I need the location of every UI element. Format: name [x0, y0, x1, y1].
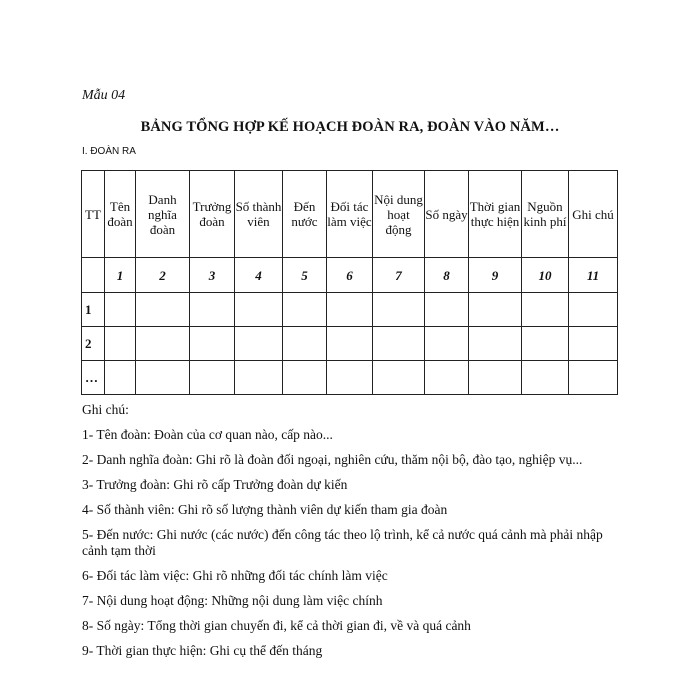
note-item: 7- Nội dung hoạt động: Những nội dung làm việc chính	[82, 593, 383, 608]
empty-cell	[469, 327, 522, 361]
empty-cell	[373, 293, 425, 327]
index-cell: 10	[522, 258, 569, 293]
empty-cell	[136, 293, 190, 327]
empty-cell	[235, 361, 283, 395]
empty-cell	[235, 327, 283, 361]
header-cell: Đối tác làm việc	[327, 171, 373, 258]
empty-cell	[283, 293, 327, 327]
empty-cell	[425, 327, 469, 361]
empty-cell	[569, 361, 618, 395]
note-item: 8- Số ngày: Tổng thời gian chuyến đi, kể cả thời gian đi, về và quá cảnh	[82, 618, 471, 633]
index-cell: 6	[327, 258, 373, 293]
empty-cell	[283, 361, 327, 395]
index-cell: 9	[469, 258, 522, 293]
row-number: 2	[82, 327, 105, 361]
empty-cell	[569, 327, 618, 361]
note-item: 4- Số thành viên: Ghi rõ số lượng thành viên dự kiến tham gia đoàn	[82, 502, 448, 517]
header-cell: Nguồn kinh phí	[522, 171, 569, 258]
header-cell: Nội dung hoạt động	[373, 171, 425, 258]
row-number: …	[82, 361, 105, 395]
empty-cell	[469, 293, 522, 327]
empty-cell	[373, 361, 425, 395]
row-number: 1	[82, 293, 105, 327]
empty-cell	[283, 327, 327, 361]
empty-cell	[522, 293, 569, 327]
note-item: 6- Đối tác làm việc: Ghi rõ những đối tác chính làm việc	[82, 568, 388, 583]
empty-cell	[425, 361, 469, 395]
empty-cell	[235, 293, 283, 327]
empty-cell	[136, 327, 190, 361]
empty-cell	[190, 327, 235, 361]
empty-cell	[569, 293, 618, 327]
empty-cell	[469, 361, 522, 395]
note-item: 1- Tên đoàn: Đoàn của cơ quan nào, cấp nào...	[82, 427, 333, 442]
notes-section	[82, 402, 612, 668]
empty-cell	[136, 361, 190, 395]
document-title: BẢNG TỔNG HỢP KẾ HOẠCH ĐOÀN RA, ĐOÀN VÀO NĂM…	[140, 119, 560, 135]
empty-cell	[522, 361, 569, 395]
index-cell: 3	[190, 258, 235, 293]
empty-cell	[105, 327, 136, 361]
empty-cell	[327, 361, 373, 395]
index-cell: 7	[373, 258, 425, 293]
header-cell: Trưởng đoàn	[190, 171, 235, 258]
table-row	[82, 361, 618, 395]
index-cell: 8	[425, 258, 469, 293]
empty-cell	[522, 327, 569, 361]
empty-cell	[327, 293, 373, 327]
note-item: 5- Đến nước: Ghi nước (các nước) đến công tác theo lộ trình, kể cả nước quá cảnh mà phải nhập cảnh tạm thời	[82, 527, 603, 558]
table-header-row	[82, 171, 618, 258]
index-cell: 1	[105, 258, 136, 293]
index-cell: 4	[235, 258, 283, 293]
header-cell: Số ngày	[425, 171, 469, 258]
note-item: 2- Danh nghĩa đoàn: Ghi rõ là đoàn đối ngoại, nghiên cứu, thăm nội bộ, đào tạo, nghiệp vụ...	[82, 452, 583, 467]
header-cell: Số thành viên	[235, 171, 283, 258]
index-cell: 11	[569, 258, 618, 293]
header-cell: Đến nước	[283, 171, 327, 258]
header-cell: TT	[82, 171, 105, 258]
index-cell: 2	[136, 258, 190, 293]
header-cell: Tên đoàn	[105, 171, 136, 258]
empty-cell	[425, 293, 469, 327]
header-cell: Thời gian thực hiện	[469, 171, 522, 258]
table-row	[82, 293, 618, 327]
index-cell	[82, 258, 105, 293]
note-item: 9- Thời gian thực hiện: Ghi cụ thể đến tháng	[82, 643, 323, 658]
note-item: 3- Trưởng đoàn: Ghi rõ cấp Trưởng đoàn dự kiến	[82, 477, 348, 492]
form-code: Mẫu 04	[82, 88, 126, 103]
notes-label: Ghi chú:	[82, 402, 129, 417]
empty-cell	[190, 361, 235, 395]
header-cell: Danh nghĩa đoàn	[136, 171, 190, 258]
column-index-row	[82, 258, 618, 293]
empty-cell	[373, 327, 425, 361]
empty-cell	[327, 327, 373, 361]
index-cell: 5	[283, 258, 327, 293]
header-cell: Ghi chú	[569, 171, 618, 258]
delegation-plan-table	[81, 170, 618, 395]
table-row	[82, 327, 618, 361]
empty-cell	[105, 361, 136, 395]
section-heading: I. ĐOÀN RA	[82, 146, 136, 157]
empty-cell	[105, 293, 136, 327]
empty-cell	[190, 293, 235, 327]
